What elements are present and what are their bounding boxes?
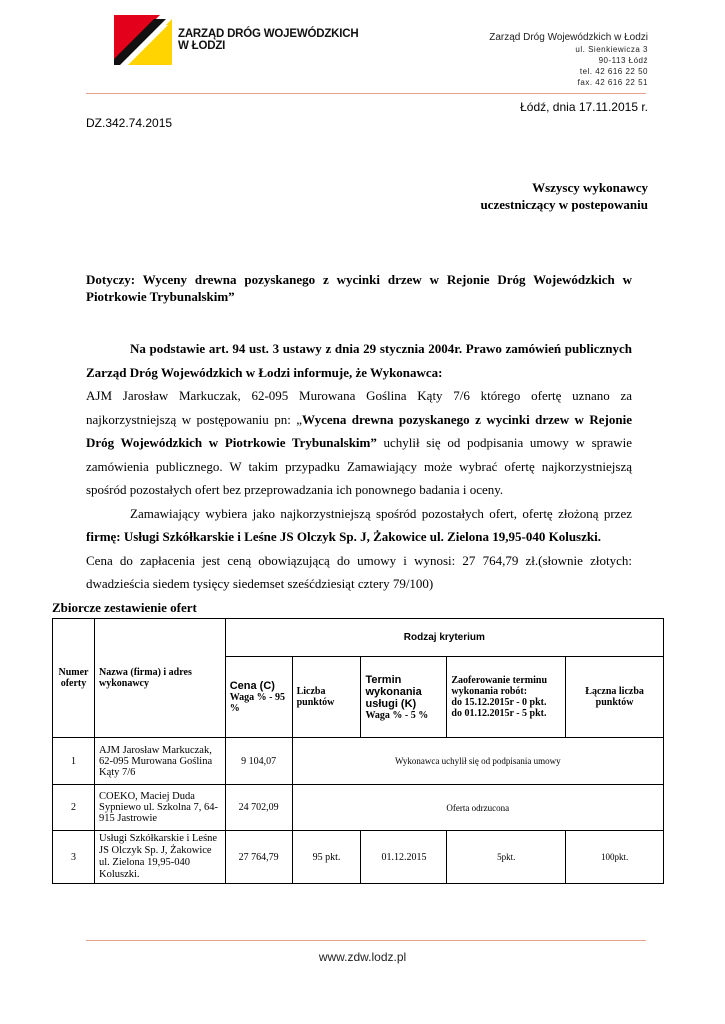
table-title: Zbiorcze zestawienie ofert bbox=[52, 600, 197, 615]
term-header bbox=[361, 657, 447, 738]
row2-note: Oferta odrzucona bbox=[292, 785, 663, 831]
table-row bbox=[53, 738, 664, 785]
offered-term-line2: do 01.12.2015r - 5 pkt. bbox=[451, 708, 547, 719]
logo-line1: ZARZĄD DRÓG WOJEWÓDZKICH bbox=[178, 28, 359, 40]
addressee-line2: uczestniczący w postepowaniu bbox=[480, 197, 648, 212]
paragraph-1-title: Wycena drewna pozyskanego z wycinki drzew w Rejonie Dróg Wojewódzkich w Piotrkowie Trybunalskim” bbox=[86, 411, 632, 450]
row1-price: 9 104,07 bbox=[225, 738, 292, 785]
total-header: Łączna liczba punktów bbox=[566, 657, 664, 738]
document-date: Łódź, dnia 17.11.2015 r. bbox=[520, 100, 648, 114]
letterhead-address bbox=[489, 31, 648, 88]
paragraph-3: Cena do zapłacenia jest ceną obowiązującą do umowy i wynosi: 27 764,79 zł.(słownie złotych: dwadzieścia siedem tysięcy siedemset sześćdziesiąt cztery 79/100) bbox=[86, 552, 632, 591]
price-label: Cena (C) bbox=[229, 680, 275, 692]
addressee-line1: Wszyscy wykonawcy bbox=[532, 180, 648, 195]
price-header bbox=[225, 657, 292, 738]
term-weight: Waga % - 5 % bbox=[365, 709, 429, 721]
term-label: Termin wykonania usługi (K) bbox=[365, 673, 422, 710]
points-header: Liczba punktów bbox=[292, 657, 361, 738]
paragraph-2-text: Zamawiający wybiera jako najkorzystniejszą spośród pozostałych ofert, ofertę złożoną przez bbox=[130, 505, 632, 521]
row2-price: 24 702,09 bbox=[225, 785, 292, 831]
row2-number: 2 bbox=[53, 785, 95, 831]
offered-term-label: Zaoferowanie terminu wykonania robót: bbox=[451, 675, 548, 697]
paragraph-2 bbox=[86, 502, 632, 549]
org-postal: 90-113 Łódź bbox=[598, 56, 648, 65]
org-street: ul. Sienkiewicza 3 bbox=[575, 45, 648, 54]
col-name-header: Nazwa (firma) i adres wykonawcy bbox=[94, 619, 225, 738]
offered-term-header bbox=[447, 657, 566, 738]
table-row bbox=[53, 785, 664, 831]
criteria-group-header: Rodzaj kryterium bbox=[225, 619, 663, 657]
row3-points: 95 pkt. bbox=[292, 831, 361, 884]
header-divider bbox=[86, 93, 646, 94]
table-row bbox=[53, 831, 664, 884]
addressee bbox=[480, 179, 648, 213]
footer-website[interactable]: www.zdw.lodz.pl bbox=[318, 950, 407, 964]
logo-text bbox=[178, 28, 358, 52]
logo-line2: W ŁODZI bbox=[178, 40, 226, 52]
paragraph-1-lead: Na podstawie art. 94 ust. 3 ustawy z dnia 29 stycznia 2004r. Prawo zamówień publicznych Zarząd Dróg Wojewódzkich w Łodzi informuje, że Wykonawca: bbox=[86, 341, 632, 380]
row3-term: 01.12.2015 bbox=[361, 831, 447, 884]
reference-number: DZ.342.74.2015 bbox=[86, 116, 173, 130]
paragraph-1-text: AJM Jarosław Markuczak, 62-095 Murowana Goślina Kąty 7/6 którego ofertę uznano za najkorzystniejszą w postępowaniu pn: „ bbox=[86, 388, 632, 427]
row3-total: 100pkt. bbox=[566, 831, 664, 884]
paragraph-1-rest: uchylił się od podpisania umowy w sprawie zamówienia publicznego. W takim przypadku Zamawiający może wybrać ofertę najkorzystniejszą spośród pozostałych ofert bez przeprowadzania ich ponownego badania i oceny. bbox=[86, 435, 633, 497]
row1-name: AJM Jarosław Markuczak, 62-095 Murowana Goślina Kąty 7/6 bbox=[94, 738, 225, 785]
subject: Dotyczy: Wyceny drewna pozyskanego z wycinki drzew w Rejonie Dróg Wojewódzkich w Piotrkowie Trybunalskim” bbox=[86, 272, 632, 304]
paragraph-1 bbox=[86, 337, 632, 502]
paragraph-2-firm: firmę: Usługi Szkółkarskie i Leśne JS Olczyk Sp. J, Żakowice ul. Zielona 19,95-040 Koluszki. bbox=[86, 529, 601, 544]
offers-table bbox=[52, 618, 664, 884]
zdw-logo-icon bbox=[114, 15, 172, 65]
org-fax: fax. 42 616 22 51 bbox=[577, 78, 648, 87]
row3-number: 3 bbox=[53, 831, 95, 884]
col-number-header: Numer oferty bbox=[53, 619, 95, 738]
org-tel: tel. 42 616 22 50 bbox=[579, 67, 648, 76]
org-name: Zarząd Dróg Wojewódzkich w Łodzi bbox=[489, 32, 648, 43]
footer-divider bbox=[86, 940, 646, 941]
price-weight: Waga % - 95 % bbox=[229, 692, 285, 714]
row1-number: 1 bbox=[53, 738, 95, 785]
row1-note: Wykonawca uchylił się od podpisania umowy bbox=[292, 738, 663, 785]
table-header-row bbox=[53, 619, 664, 657]
letter-body bbox=[86, 337, 632, 596]
row2-name: COEKO, Maciej Duda Sypniewo ul. Szkolna 7, 64-915 Jastrowie bbox=[94, 785, 225, 831]
row3-price: 27 764,79 bbox=[225, 831, 292, 884]
offered-term-line1: do 15.12.2015r - 0 pkt. bbox=[451, 697, 547, 708]
row3-name: Usługi Szkółkarskie i Leśne JS Olczyk Sp. J, Żakowice ul. Zielona 19,95-040 Koluszki. bbox=[94, 831, 225, 884]
row3-term-points: 5pkt. bbox=[447, 831, 566, 884]
